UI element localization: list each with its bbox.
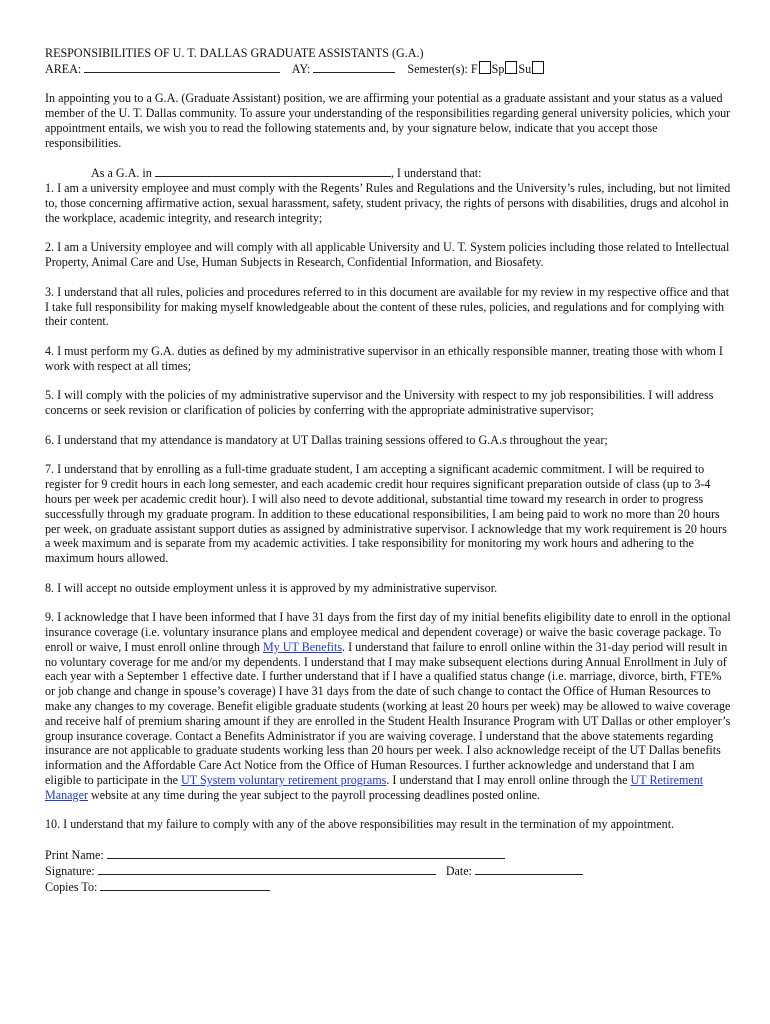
header-fields-row [45, 61, 731, 77]
ut-system-retirement-link[interactable]: UT System voluntary retirement programs [181, 773, 387, 788]
signature-field[interactable] [98, 863, 436, 875]
semester-f-checkbox[interactable] [479, 61, 491, 74]
ut-retirement-manager-link[interactable]: UT Retirement Manager [45, 773, 704, 802]
semester-sp-label: Sp [491, 61, 505, 76]
item-10: 10. I understand that my failure to comply with any of the above responsibilities may result in the termination of my appointment. [45, 817, 675, 832]
item-8: 8. I will accept no outside employment unless it is approved by my administrative supervisor. [45, 580, 498, 595]
item-3: 3. I understand that all rules, policies and procedures referred to in this document are available for my review in my respective office and that I take full responsibility for making myself knowledgeable about the content of these rules, policies, and regulations and for complying with their content. [45, 284, 730, 329]
item-2: 2. I am a University employee and will comply with all applicable University and U. T. System policies including those related to Intellectual Property, Animal Care and Use, Human Subjects in Research, Confidential Information, and Biosafety. [45, 240, 730, 270]
semester-label: Semester(s): [407, 61, 468, 76]
ay-field[interactable] [313, 61, 395, 73]
ga-department-field[interactable] [155, 165, 391, 177]
ga-department-row [45, 165, 731, 181]
item-6: 6. I understand that my attendance is mandatory at UT Dallas training sessions offered to G.A.s throughout the year; [45, 432, 608, 447]
semester-f-label: F [470, 61, 478, 76]
print-name-label: Print Name: [45, 848, 104, 863]
item-9-text-a: 9. I acknowledge that I have been informed that I have 31 days from the first day of my initial benefits eligibility date to enroll in the optional insurance coverage (i.e. voluntary insurance plans and employee medical and dependent coverage) or waive the basic coverage package. To enroll or waive, I must enroll online through [45, 610, 731, 654]
semester-su-label: Su [518, 61, 532, 76]
date-field[interactable] [475, 863, 583, 875]
semester-su-checkbox[interactable] [532, 61, 544, 74]
ga-suffix: , I understand that: [390, 166, 482, 181]
area-field[interactable] [84, 61, 280, 73]
signature-row [45, 863, 731, 879]
item-9-text-b: . I understand that failure to enroll online within the 31-day period will result in no voluntary coverage for me and/or my dependents. I understand that I may make subsequent elections during Annual Enrollment in July of each year with a September 1 effective date. I further understand that if I have a qualified status change (i.e. marriage, divorce, birth, FTE% or job change and change in spouse’s coverage) I have 31 days from the date of such change to contact the Office of Human Resources to make any changes to my coverage. Benefit eligible graduate students (working at least 20 hours per week) may be allowed to waive coverage and receive half of premium sharing amount if they are enrolled in the Student Health Insurance Program with UT Dallas or other employer’s group insurance coverage. Contact a Benefits Administrator if you are waiving coverage. I understand that the above statements regarding insurance are not applicable to graduate students working less than 20 hours per week. I also acknowledge receipt of the UT Dallas benefits information and the Affordable Care Act Notice from the Office of Human Resources. I further acknowledge and understand that I am eligible to participate in the [45, 639, 731, 788]
ga-prefix: As a G.A. in [91, 166, 152, 181]
item-9-text-d: website at any time during the year subject to the payroll processing deadlines posted online. [87, 787, 541, 802]
date-label: Date: [445, 863, 473, 878]
intro-paragraph: In appointing you to a G.A. (Graduate Assistant) position, we are affirming your potential as a graduate assistant and your status as a valued member of the U. T. Dallas community. To assure your understanding of the responsibilities regarding general university policies, which your appointment entails, we wish you to read the following statements and, by your signature below, indicate that you accept those responsibilities. [45, 91, 731, 150]
signature-label: Signature: [45, 863, 95, 878]
copies-row [45, 879, 731, 895]
item-4: 4. I must perform my G.A. duties as defined by my administrative supervisor in an ethically responsible manner, treating those with whom I work with respect at all times; [45, 343, 723, 373]
document-page [45, 46, 731, 894]
item-1: 1. I am a university employee and must comply with the Regents’ Rules and Regulations and the University’s rules, including, but not limited to, those concerning affirmative action, sexual harassment, safety, student privacy, the rights of persons with disabilities, drugs and alcohol in the workplace, academic integrity, and research integrity; [45, 181, 731, 225]
item-9 [45, 610, 731, 802]
my-ut-benefits-link[interactable]: My UT Benefits [262, 639, 343, 654]
item-9-text-c: . I understand that I may enroll online through the [386, 773, 631, 788]
print-name-row [45, 847, 731, 863]
document-title: RESPONSIBILITIES OF U. T. DALLAS GRADUATE ASSISTANTS (G.A.) [45, 46, 424, 60]
copies-field[interactable] [100, 879, 270, 891]
ay-label: AY: [291, 61, 311, 76]
semester-sp-checkbox[interactable] [505, 61, 517, 74]
area-label: AREA: [45, 61, 82, 76]
copies-label: Copies To: [45, 879, 98, 894]
item-7: 7. I understand that by enrolling as a full-time graduate student, I am accepting a significant academic commitment. I will be required to register for 9 credit hours in each long semester, and each academic credit hour requires significant preparation outside of class (up to 3-4 hours per week per academic credit hour). I will also need to devote additional, substantial time toward my research in order to progress successfully through my graduate program. In addition to these educational responsibilities, I am being paid to work no more than 20 hours per week, on graduate assistant support duties as assigned by administrative supervisor. I acknowledge that my work requirement is 20 hours a week maximum and is separate from my academic activities. I take responsibility for monitoring my work hours and adhering to the maximum hours allowed. [45, 462, 727, 566]
print-name-field[interactable] [107, 847, 505, 859]
item-5: 5. I will comply with the policies of my administrative supervisor and the University with respect to my job responsibilities. I will address concerns or seek revision or clarification of policies by conferring with the appropriate administrative supervisor; [45, 388, 714, 418]
